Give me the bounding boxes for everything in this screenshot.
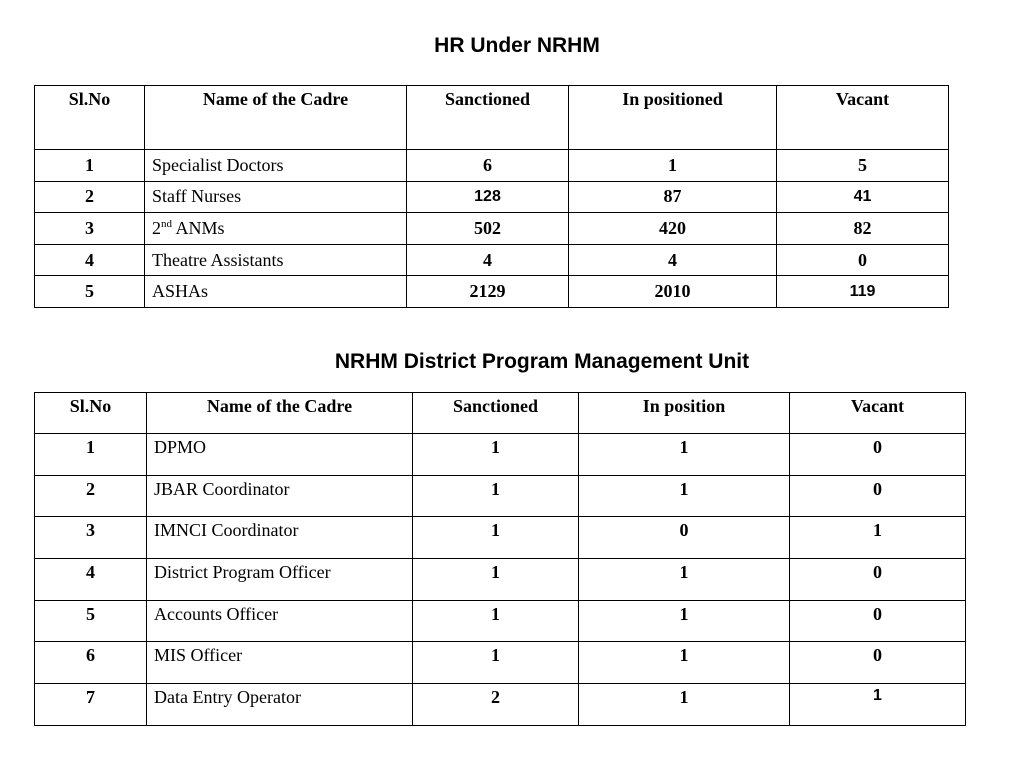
table-row: [35, 642, 966, 684]
cell-sanctioned: 1: [413, 475, 579, 517]
cell-sl-no: 1: [35, 150, 145, 182]
col-header-cadre: Name of the Cadre: [145, 86, 407, 150]
cadre-prefix: 2: [152, 217, 161, 238]
col-header-sanctioned: Sanctioned: [407, 86, 569, 150]
table-row: [35, 181, 949, 213]
cell-vacant: 1: [790, 684, 966, 726]
cell-cadre: Specialist Doctors: [145, 150, 407, 182]
cell-vacant: 0: [790, 475, 966, 517]
cell-vacant: 0: [777, 244, 949, 276]
hr-table-title: HR Under NRHM: [434, 34, 600, 57]
cell-cadre: MIS Officer: [147, 642, 413, 684]
table-row: [35, 517, 966, 559]
hr-under-nrhm-table: [34, 85, 949, 308]
cell-sanctioned: 1: [413, 517, 579, 559]
cell-sanctioned: 4: [407, 244, 569, 276]
cell-vacant: 1: [790, 517, 966, 559]
cell-vacant: 82: [777, 213, 949, 245]
table-row: [35, 213, 949, 245]
dpmu-table-title: NRHM District Program Management Unit: [334, 350, 750, 373]
cadre-suffix: ANMs: [172, 217, 225, 238]
cell-sanctioned: 1: [413, 559, 579, 601]
cell-sl-no: 2: [35, 181, 145, 213]
table-row: [35, 684, 966, 726]
table-row: [35, 244, 949, 276]
cell-vacant: 119: [777, 276, 949, 308]
cell-in-position: 1: [579, 642, 790, 684]
cell-vacant: 41: [777, 181, 949, 213]
cell-vacant: 5: [777, 150, 949, 182]
cell-cadre: JBAR Coordinator: [147, 475, 413, 517]
cadre-superscript: nd: [161, 217, 172, 230]
cell-vacant: 0: [790, 559, 966, 601]
cell-sanctioned: 128: [407, 181, 569, 213]
table-row: [35, 600, 966, 642]
col-header-sanctioned: Sanctioned: [413, 393, 579, 434]
table-row: [35, 276, 949, 308]
cell-sl-no: 6: [35, 642, 147, 684]
cell-sanctioned: 1: [413, 642, 579, 684]
table-header-row: [35, 86, 949, 150]
cell-sanctioned: 2: [413, 684, 579, 726]
cell-in-position: 2010: [569, 276, 777, 308]
cell-sanctioned: 502: [407, 213, 569, 245]
cell-in-position: 1: [579, 434, 790, 476]
cell-in-position: 420: [569, 213, 777, 245]
cell-sl-no: 2: [35, 475, 147, 517]
cell-sl-no: 3: [35, 213, 145, 245]
table-header-row: [35, 393, 966, 434]
table-row: [35, 475, 966, 517]
cell-sanctioned: 6: [407, 150, 569, 182]
cell-in-position: 1: [579, 684, 790, 726]
cell-sl-no: 3: [35, 517, 147, 559]
cell-in-position: 1: [579, 475, 790, 517]
cell-cadre: ASHAs: [145, 276, 407, 308]
cell-in-position: 87: [569, 181, 777, 213]
col-header-vacant: Vacant: [777, 86, 949, 150]
cell-cadre: District Program Officer: [147, 559, 413, 601]
cell-sl-no: 7: [35, 684, 147, 726]
cell-vacant: 0: [790, 600, 966, 642]
col-header-sl-no: Sl.No: [35, 86, 145, 150]
cell-in-position: 1: [579, 559, 790, 601]
cell-cadre: Data Entry Operator: [147, 684, 413, 726]
cell-cadre: Theatre Assistants: [145, 244, 407, 276]
cell-sanctioned: 1: [413, 600, 579, 642]
cell-sanctioned: 1: [413, 434, 579, 476]
col-header-sl-no: Sl.No: [35, 393, 147, 434]
cell-in-position: 0: [579, 517, 790, 559]
cell-in-position: 1: [569, 150, 777, 182]
col-header-in-position: In position: [579, 393, 790, 434]
cell-sl-no: 4: [35, 559, 147, 601]
cell-sl-no: 5: [35, 276, 145, 308]
cell-cadre: Staff Nurses: [145, 181, 407, 213]
cell-cadre: Accounts Officer: [147, 600, 413, 642]
col-header-in-position: In positioned: [569, 86, 777, 150]
col-header-cadre: Name of the Cadre: [147, 393, 413, 434]
cell-in-position: 1: [579, 600, 790, 642]
dpmu-table: [34, 392, 966, 726]
cell-vacant: 0: [790, 642, 966, 684]
table-row: [35, 150, 949, 182]
table-row: [35, 559, 966, 601]
cell-sl-no: 1: [35, 434, 147, 476]
cell-sl-no: 5: [35, 600, 147, 642]
cell-cadre: [145, 213, 407, 245]
table-row: [35, 434, 966, 476]
cell-vacant: 0: [790, 434, 966, 476]
cell-sanctioned: 2129: [407, 276, 569, 308]
col-header-vacant: Vacant: [790, 393, 966, 434]
cell-sl-no: 4: [35, 244, 145, 276]
cell-cadre: DPMO: [147, 434, 413, 476]
cell-in-position: 4: [569, 244, 777, 276]
cell-cadre: IMNCI Coordinator: [147, 517, 413, 559]
